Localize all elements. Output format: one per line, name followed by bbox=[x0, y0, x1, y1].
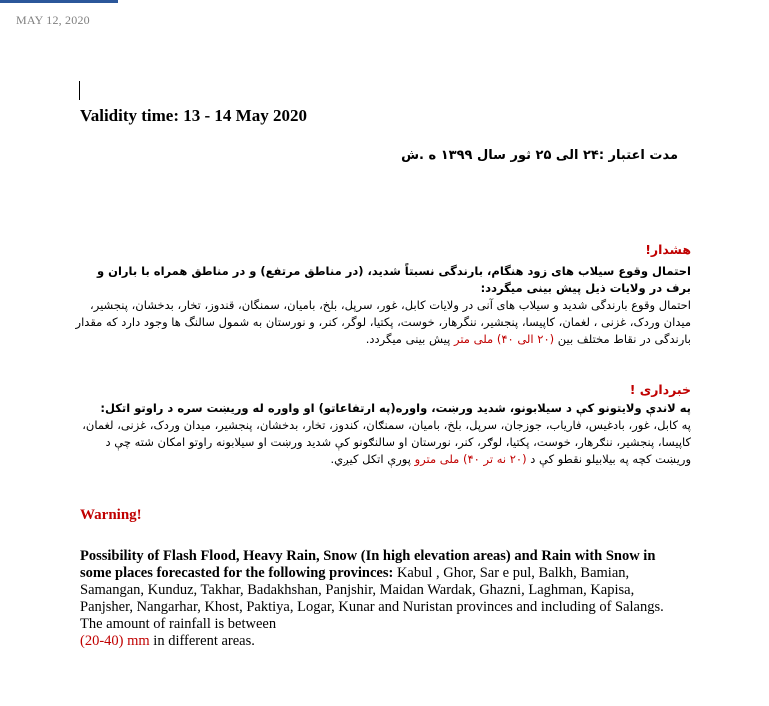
pashto-rainfall-amount: (۲۰ نه تر ۴۰) ملی مترو bbox=[414, 452, 527, 466]
english-warning-body: Kabul , Ghor, Sar e pul, Balkh, Bamian, Samangan, Kunduz, Takhar, Badakhshan, Panjshir, Maidan Wardak, Ghazni, Laghman, Kapisa, Panjsher, Nangarhar, Khost, Paktiya, Logar, Kunar and Nuristan provinces and including of Salangs. The amount of rainfall is between bbox=[80, 565, 664, 632]
dari-rainfall-amount: (۲۰ الی ۴۰) ملی متر bbox=[453, 332, 555, 346]
text-cursor bbox=[79, 81, 80, 100]
validity-time-en: Validity time: 13 - 14 May 2020 bbox=[80, 106, 307, 125]
dari-warning-section bbox=[71, 241, 691, 348]
pashto-body-text: په کابل، غور، بادغیس، فاریاب، جوزجان، سرپل، بلخ، بامیان، سمنګان، کندوز، تخار، بدخشان، پنجشیر، میدان وردک، غزنی، لغمان، کاپیسا، پنجشیر، ننګرهار، خوست، پکتیا، لوګر، کنر، نورستان او سالنګونو کې شدید ورښت او سیلابونه راوتو امکان شته چې د وریښت کچه په بیلابیلو نقطو کې د bbox=[82, 418, 691, 466]
english-warning-headline: Possibility of Flash Flood, Heavy Rain, Snow (In high elevation areas) and Rain with Snow in some places forecasted for the following provinces: bbox=[80, 548, 656, 581]
dari-body-text: احتمال وقوع بارندگی شدید و سیلاب های آنی در ولایات کابل، غور، سرپل، بلخ، بامیان، سمنگان، قندوز، تخار، بدخشان، پنجشیر، میدان وردک، غزنی ، لغمان، کاپیسا، پنجشیر، ننگرهار، خوست، پکتیا، لوگر، کنر، و نورستان به شمول سالنگ ها وجود دارد که مقدار بارندگی در نقاط مختلف بین bbox=[75, 298, 691, 346]
dari-warning-title: هشدار! bbox=[645, 242, 691, 257]
pashto-warning-body bbox=[71, 417, 691, 468]
dari-warning-headline: احتمال وقوع سیلاب های زود هنگام، بارندگی نسبتاً شدید، (در مناطق مرتفع) و در مناطق همراه با باران و برف در ولایات ذیل پیش بینی میگردد: bbox=[96, 264, 691, 295]
validity-time-fa: مدت اعتبار :۲۴ الی ۲۵ ثور سال ۱۳۹۹ ه .ش bbox=[401, 148, 678, 163]
dari-warning-body bbox=[71, 297, 691, 348]
english-rainfall-amount: (20-40) mm bbox=[80, 633, 150, 649]
english-warning-title: Warning! bbox=[80, 507, 142, 523]
pashto-body-end: پورې اتکل کیږي. bbox=[330, 452, 411, 466]
pashto-warning-title: خبرداری ! bbox=[629, 382, 691, 397]
pashto-warning-headline: په لاندې ولایتونو کې د سیلابونو، شدید ورښت، واوره(په ارتفاعاتو) او واوره له وریښت سره د راوتو اتکل: bbox=[100, 401, 691, 415]
top-accent-bar bbox=[0, 0, 118, 3]
english-body-end: in different areas. bbox=[153, 633, 255, 649]
dari-body-end: پیش بینی میگردد. bbox=[365, 332, 451, 346]
pashto-warning-section bbox=[71, 381, 691, 468]
document-date: MAY 12, 2020 bbox=[16, 13, 90, 27]
english-warning-section bbox=[80, 548, 680, 650]
